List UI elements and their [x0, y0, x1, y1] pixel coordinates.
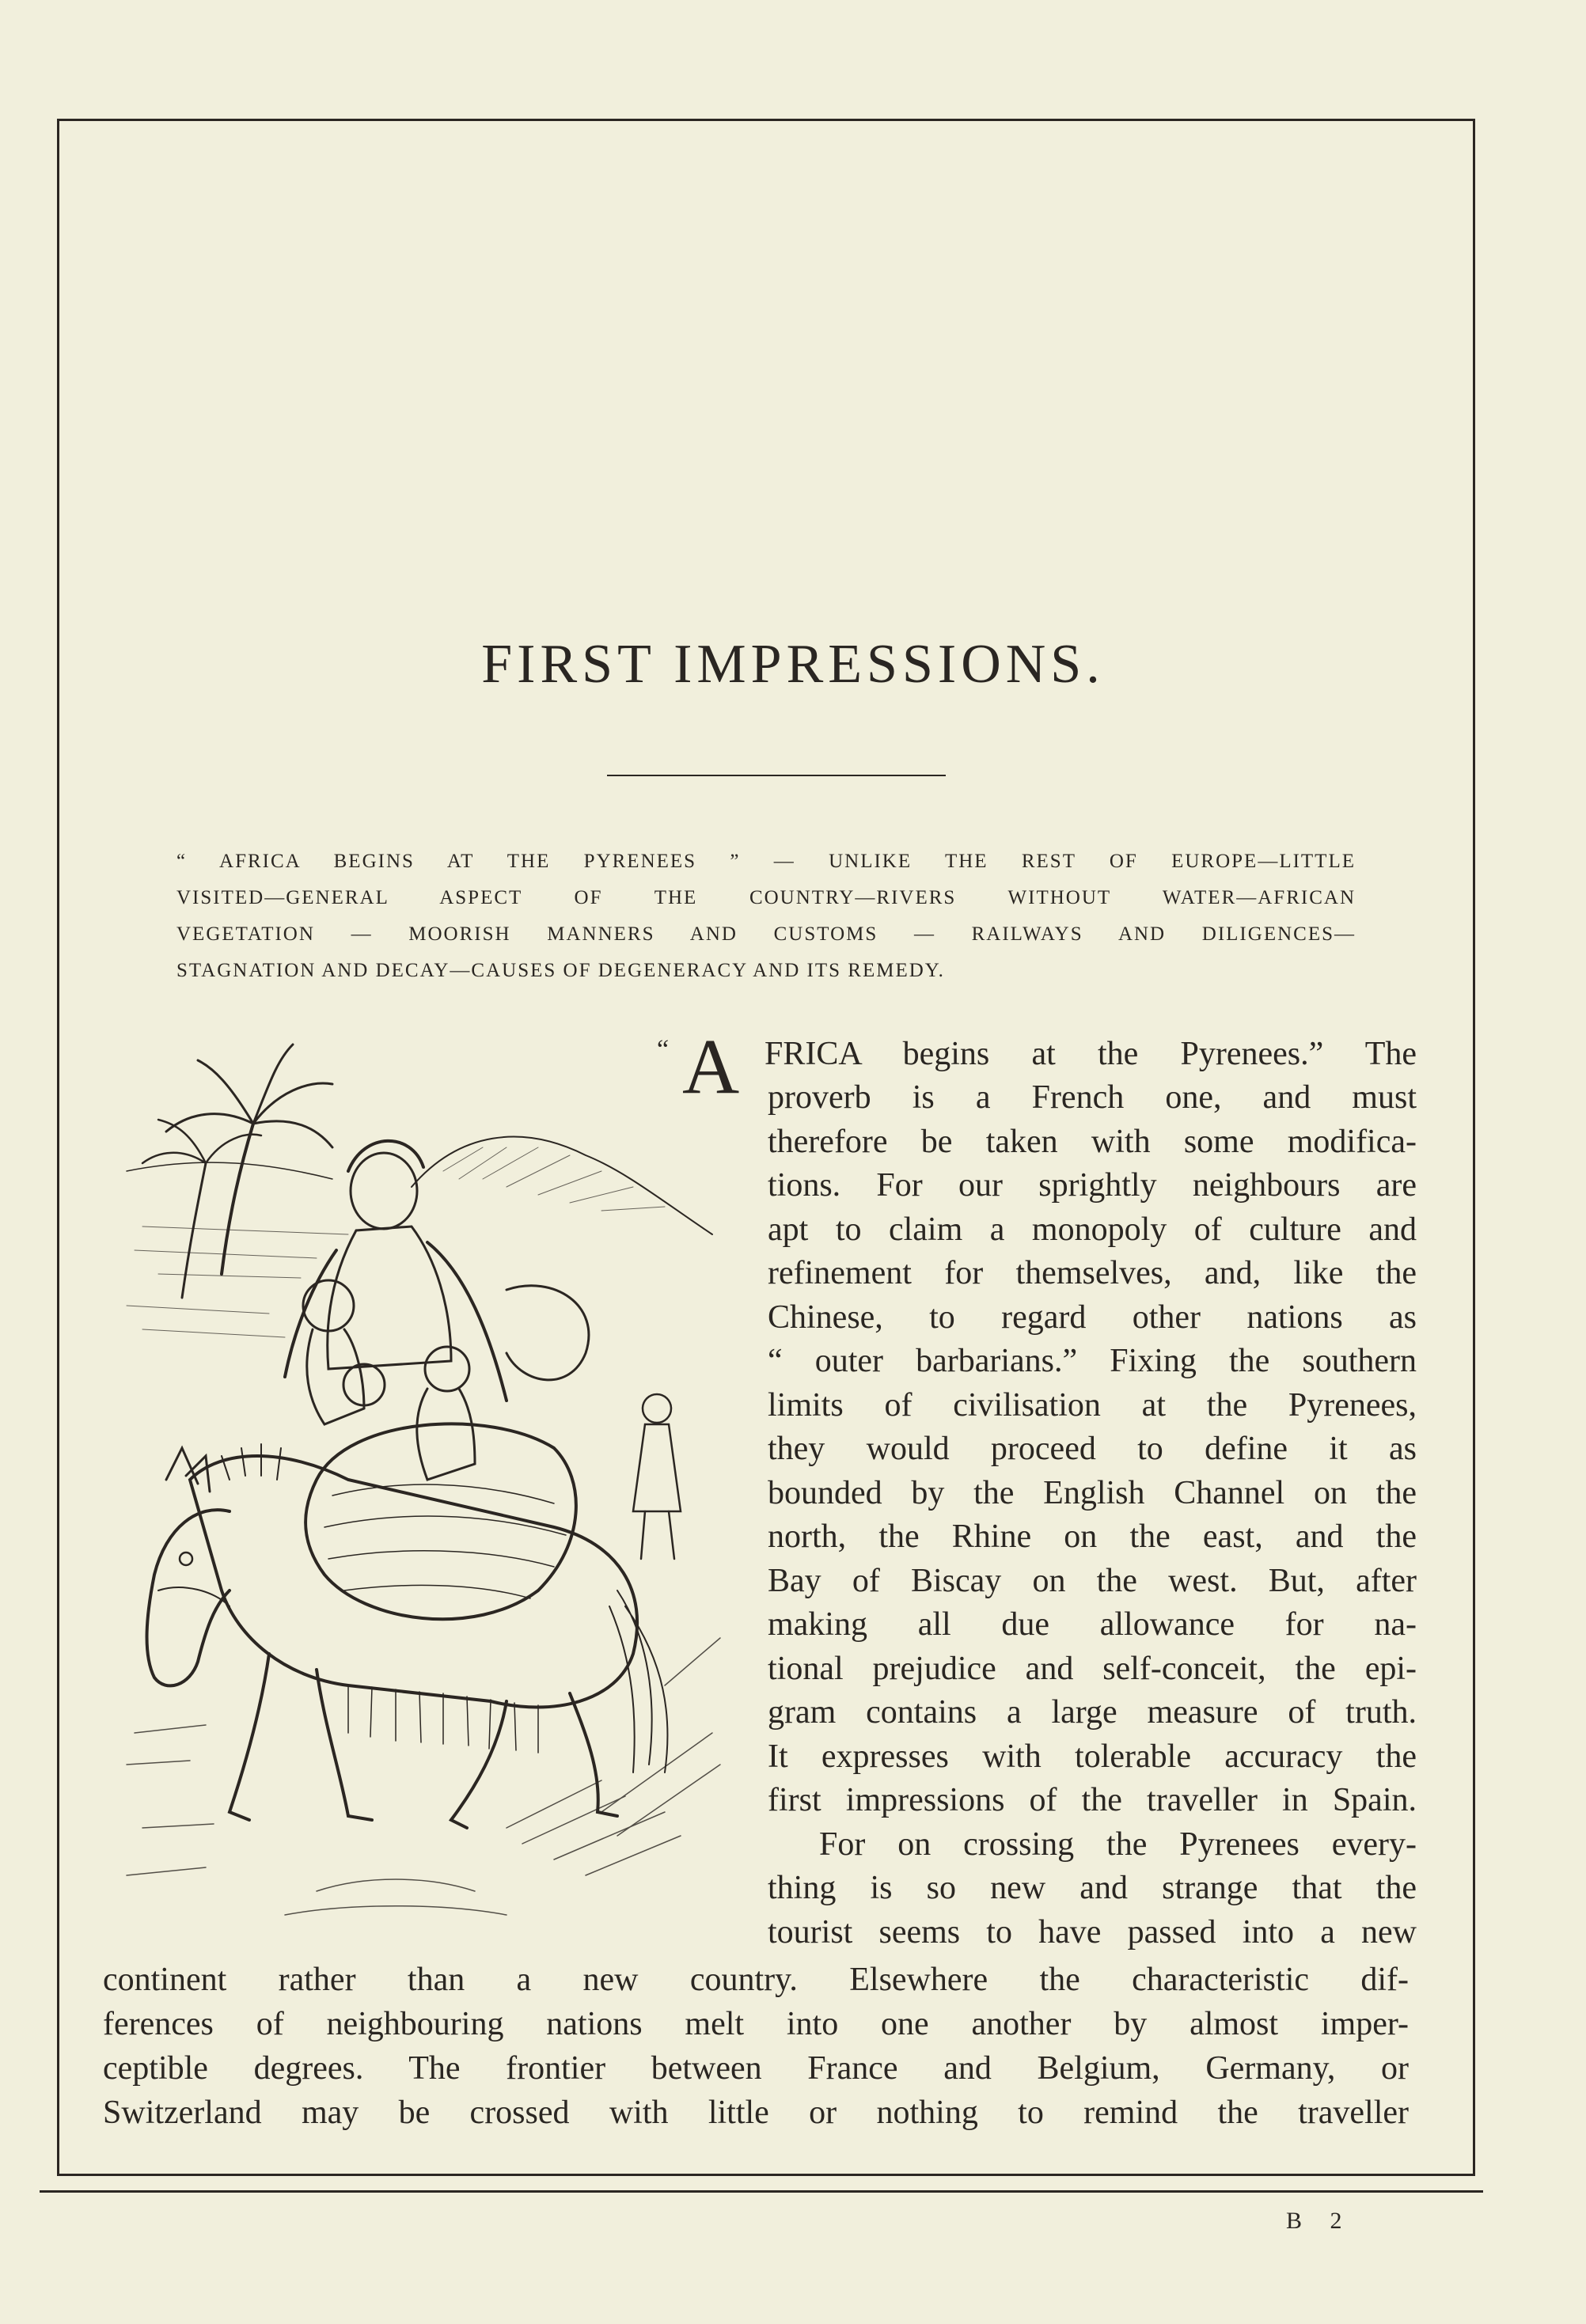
text-line: apt to claim a monopoly of culture and [768, 1211, 1417, 1248]
text-line: “ outer barbarians.” Fixing the southern [768, 1343, 1417, 1379]
text-line: For on crossing the Pyrenees every- [819, 1826, 1417, 1863]
synopsis-line: STAGNATION AND DECAY—CAUSES OF DEGENERACY AND ITS REMEDY. [176, 960, 945, 981]
text-line: bounded by the English Channel on the [768, 1475, 1417, 1511]
text-line: FRICA begins at the Pyrenees.” The [765, 1036, 1417, 1072]
text-line: proverb is a French one, and must [768, 1079, 1417, 1116]
text-line: tourist seems to have passed into a new [768, 1914, 1417, 1951]
drop-cap: A [682, 1022, 740, 1110]
signature-mark: B 2 [1286, 2208, 1353, 2234]
text-line: ferences of neighbouring nations melt into one another by almost imper- [103, 2006, 1409, 2042]
text-line: It expresses with tolerable accuracy the [768, 1738, 1417, 1775]
synopsis-line: VEGETATION — MOORISH MANNERS AND CUSTOMS — RAILWAYS AND DILIGENCES— [176, 923, 1356, 945]
text-line: Switzerland may be crossed with little or nothing to remind the traveller [103, 2095, 1409, 2131]
text-line: limits of civilisation at the Pyrenees, [768, 1387, 1417, 1424]
text-line: making all due allowance for na- [768, 1606, 1417, 1643]
text-line: Chinese, to regard other nations as [768, 1299, 1417, 1336]
text-line: north, the Rhine on the east, and the [768, 1518, 1417, 1555]
bottom-rule [40, 2190, 1483, 2193]
text-line: thing is so new and strange that the [768, 1870, 1417, 1906]
text-line: tional prejudice and self-conceit, the epi- [768, 1651, 1417, 1687]
synopsis-line: VISITED—GENERAL ASPECT OF THE COUNTRY—RIVERS WITHOUT WATER—AFRICAN [176, 887, 1356, 908]
text-line: continent rather than a new country. Elsewhere the characteristic dif- [103, 1962, 1409, 1998]
chapter-synopsis [176, 844, 1356, 989]
text-line: gram contains a large measure of truth. [768, 1694, 1417, 1731]
synopsis-line: “ AFRICA BEGINS AT THE PYRENEES ” — UNLIKE THE REST OF EUROPE—LITTLE [176, 851, 1356, 872]
text-line: Bay of Biscay on the west. But, after [768, 1563, 1417, 1599]
opening-quote: “ [657, 1035, 670, 1064]
chapter-title: FIRST IMPRESSIONS. [481, 634, 1105, 695]
text-line: tions. For our sprightly neighbours are [768, 1167, 1417, 1204]
text-line: therefore be taken with some modifica- [768, 1124, 1417, 1160]
text-line: ceptible degrees. The frontier between France and Belgium, Germany, or [103, 2050, 1409, 2087]
title-divider [607, 775, 946, 776]
engraving-illustration [111, 1037, 736, 1947]
text-line: refinement for themselves, and, like the [768, 1255, 1417, 1291]
text-line: first impressions of the traveller in Spain. [768, 1782, 1417, 1818]
text-line: they would proceed to define it as [768, 1431, 1417, 1467]
